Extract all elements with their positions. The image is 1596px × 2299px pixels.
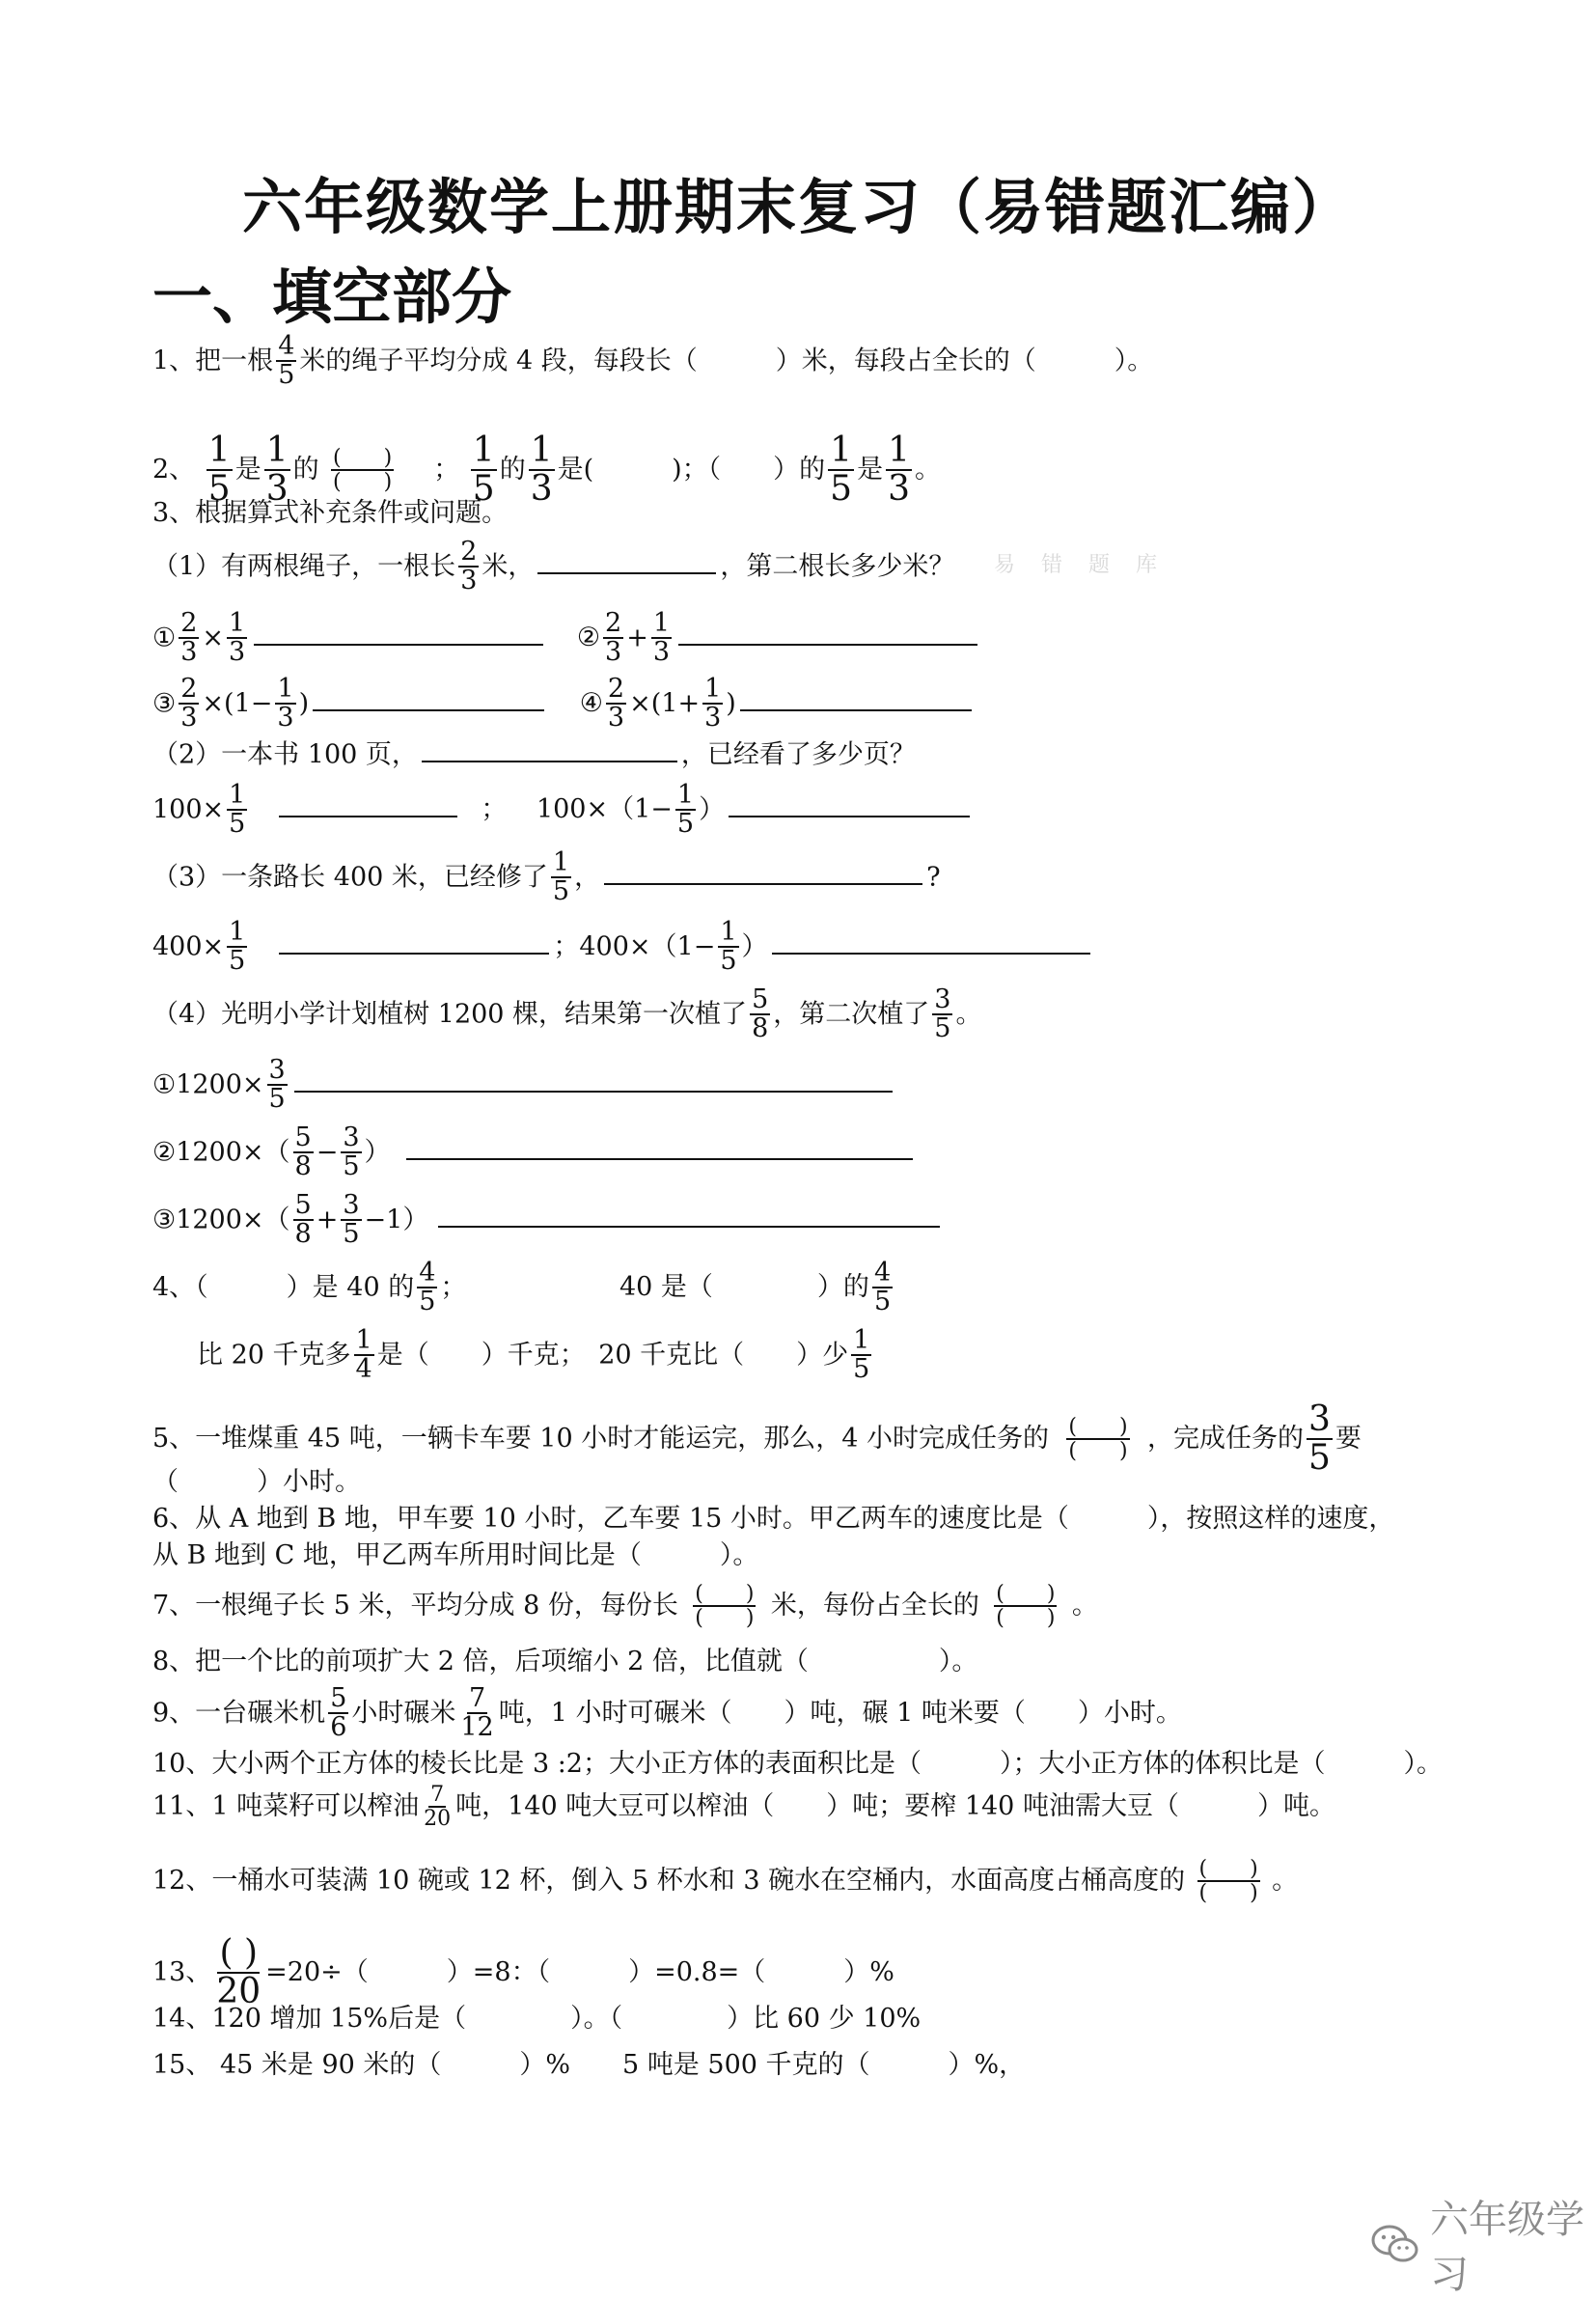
answer-blank[interactable] xyxy=(438,1201,940,1228)
question-4-line-1: 4、（ ）是 40 的 $\frac{4}{5}$ ； 40 是（ ）的 $\frac{4}{5}$ xyxy=(152,1258,892,1317)
answer-blank[interactable] xyxy=(406,1133,913,1160)
question-3-2: （2）一本书 100 页， ，已经看了多少页？ xyxy=(152,735,916,775)
answer-blank[interactable] xyxy=(254,619,543,646)
question-10: 10、大小两个正方体的棱长比是 3 :2；大小正方体的表面积比是（ ）；大小正方体的体积比是（ ）。 xyxy=(152,1749,1443,1779)
question-3-4-option-1: ①1200× $\frac{3}{5}$ xyxy=(152,1057,896,1114)
question-5: 5、一堆煤重 45 吨，一辆卡车要 10 小时才能运完，那么，4 小时完成任务的 ( ) ( ) ，完成任务的 $\frac{3}{5}$ 要 xyxy=(152,1399,1362,1478)
watermark xyxy=(1370,2189,1596,2299)
answer-blank[interactable] xyxy=(604,858,922,885)
question-3-2-options: 100× $\frac{1}{5}$ ； 100×（1− $\frac{1}{5}$ ） xyxy=(152,782,974,839)
answer-fraction-blank[interactable]: ( ) ( ) xyxy=(333,445,393,494)
section-heading: 一、填空部分 xyxy=(152,262,512,332)
question-9: 9、一台碾米机 $\frac{5}{6}$ 小时碾米 $\frac{7}{12}$ 吨，1 小时可碾米（ ）吨，碾 1 吨米要（ ）小时。 xyxy=(152,1683,1182,1743)
answer-fraction-blank[interactable]: ( ) ( ) xyxy=(1068,1414,1128,1463)
fraction: $\frac{1}{3}$ xyxy=(530,430,553,509)
fraction: $\frac{1}{3}$ xyxy=(265,430,289,509)
answer-blank[interactable] xyxy=(279,928,549,955)
page-title: 六年级数学上册期末复习（易错题汇编） xyxy=(241,172,1354,242)
question-6-line-1: 6、从 A 地到 B 地，甲车要 10 小时，乙车要 15 小时。甲乙两车的速度比是（ ），按照这样的速度， xyxy=(152,1504,1395,1534)
question-3-4-option-3: ③1200×（ $\frac{5}{8}$ + $\frac{3}{5}$ −1） xyxy=(152,1192,944,1249)
question-7: 7、一根绳子长 5 米，平均分成 8 份，每份长 ( ) ( ) 米，每份占全长的 ( ) ( ) 。 xyxy=(152,1582,1098,1631)
answer-blank[interactable] xyxy=(313,684,544,711)
question-14: 14、120 增加 15%后是（ ）。（ ）比 60 少 10% xyxy=(152,2004,922,2034)
answer-blank[interactable] xyxy=(729,790,970,817)
fraction: $\frac{1}{3}$ xyxy=(888,430,910,509)
answer-blank[interactable] xyxy=(772,928,1090,955)
answer-blank[interactable] xyxy=(678,619,977,646)
question-11: 11、1 吨菜籽可以榨油 $\frac{7}{20}$ 吨，140 吨大豆可以榨油（ ）吨；要榨 140 吨油需大豆（ ）吨。 xyxy=(152,1783,1335,1832)
question-3: 3、根据算式补充条件或问题。 xyxy=(152,498,509,528)
question-3-3-options: 400× $\frac{1}{5}$ ；400×（1− $\frac{1}{5}$ ） xyxy=(152,919,1094,976)
answer-blank[interactable] xyxy=(740,684,972,711)
question-3-4: （4）光明小学计划植树 1200 棵，结果第一次植了 $\frac{5}{8}$ ，第二次植了 $\frac{3}{5}$ 。 xyxy=(152,984,982,1044)
fraction: $\frac{1}{5}$ xyxy=(207,430,231,509)
answer-blank[interactable] xyxy=(422,735,677,762)
question-12: 12、一桶水可装满 10 碗或 12 杯，倒入 5 杯水和 3 碗水在空桶内，水面高度占桶高度的 ( ) ( ) 。 xyxy=(152,1857,1299,1906)
question-3-1-options-a: ① $\frac{2}{3}$ × $\frac{1}{3}$ ② $\frac{2}{3}$ + $\frac{1}{3}$ xyxy=(152,610,981,667)
watermark-text: 六年级学习 xyxy=(1430,2198,1584,2297)
question-3-4-option-2: ②1200×（ $\frac{5}{8}$ − $\frac{3}{5}$ ） xyxy=(152,1124,917,1181)
question-13: 13、 ( ) 20 =20÷（ ）=8：（ ）=0.8=（ ）% xyxy=(152,1933,894,2011)
fraction: $\frac{1}{5}$ xyxy=(472,430,495,509)
fraction: $\frac{4}{5}$ xyxy=(278,331,295,391)
faint-watermark-text: 易 错 题 库 xyxy=(994,553,1167,577)
fraction: $\frac{2}{3}$ xyxy=(460,537,478,596)
question-2: 2、 $\frac{1}{5}$ 是 $\frac{1}{3}$ 的 ( ) ( ) ； $\frac{1}{5}$ 的 $\frac{1}{3}$ 是( )；（ ）的 $\frac{1}{5}$ 是 $\frac{1}{3}$ 。 xyxy=(152,430,941,509)
answer-blank[interactable] xyxy=(279,790,457,817)
question-6-line-2: 从 B 地到 C 地，甲乙两车所用时间比是（ ）。 xyxy=(152,1540,759,1570)
answer-fraction-blank[interactable]: ( ) ( ) xyxy=(996,1582,1056,1631)
fraction: $\frac{1}{5}$ xyxy=(830,430,853,509)
question-4-line-2: 比 20 千克多 $\frac{1}{4}$ 是（ ）千克； 20 千克比（ ）少 $\frac{1}{5}$ xyxy=(197,1325,870,1385)
question-15: 15、 45 米是 90 米的（ ）% 5 吨是 500 千克的（ ）%， xyxy=(152,2050,1026,2080)
question-3-1: （1）有两根绳子，一根长 $\frac{2}{3}$ 米， ，第二根长多少米？ xyxy=(152,537,955,596)
answer-blank[interactable] xyxy=(537,547,716,574)
question-3-3: （3）一条路长 400 米，已经修了 $\frac{1}{5}$ ， ? xyxy=(152,847,941,907)
question-1: 1、把一根 $\frac{4}{5}$ 米的绳子平均分成 4 段，每段长（ ）米，每段占全长的（ ）。 xyxy=(152,331,1154,391)
answer-fraction-blank[interactable]: ( ) ( ) xyxy=(1198,1857,1258,1906)
question-3-1-options-b: ③ $\frac{2}{3}$ ×(1− $\frac{1}{3}$ ) ④ $\frac{2}{3}$ ×(1+ $\frac{1}{3}$ ) xyxy=(152,676,976,733)
answer-fraction-blank[interactable]: ( ) ( ) xyxy=(695,1582,755,1631)
question-8: 8、把一个比的前项扩大 2 倍，后项缩小 2 倍，比值就（ ）。 xyxy=(152,1647,978,1676)
question-5-line-2: （ ）小时。 xyxy=(152,1467,361,1497)
wechat-icon xyxy=(1370,2223,1420,2265)
answer-blank[interactable] xyxy=(294,1066,893,1093)
